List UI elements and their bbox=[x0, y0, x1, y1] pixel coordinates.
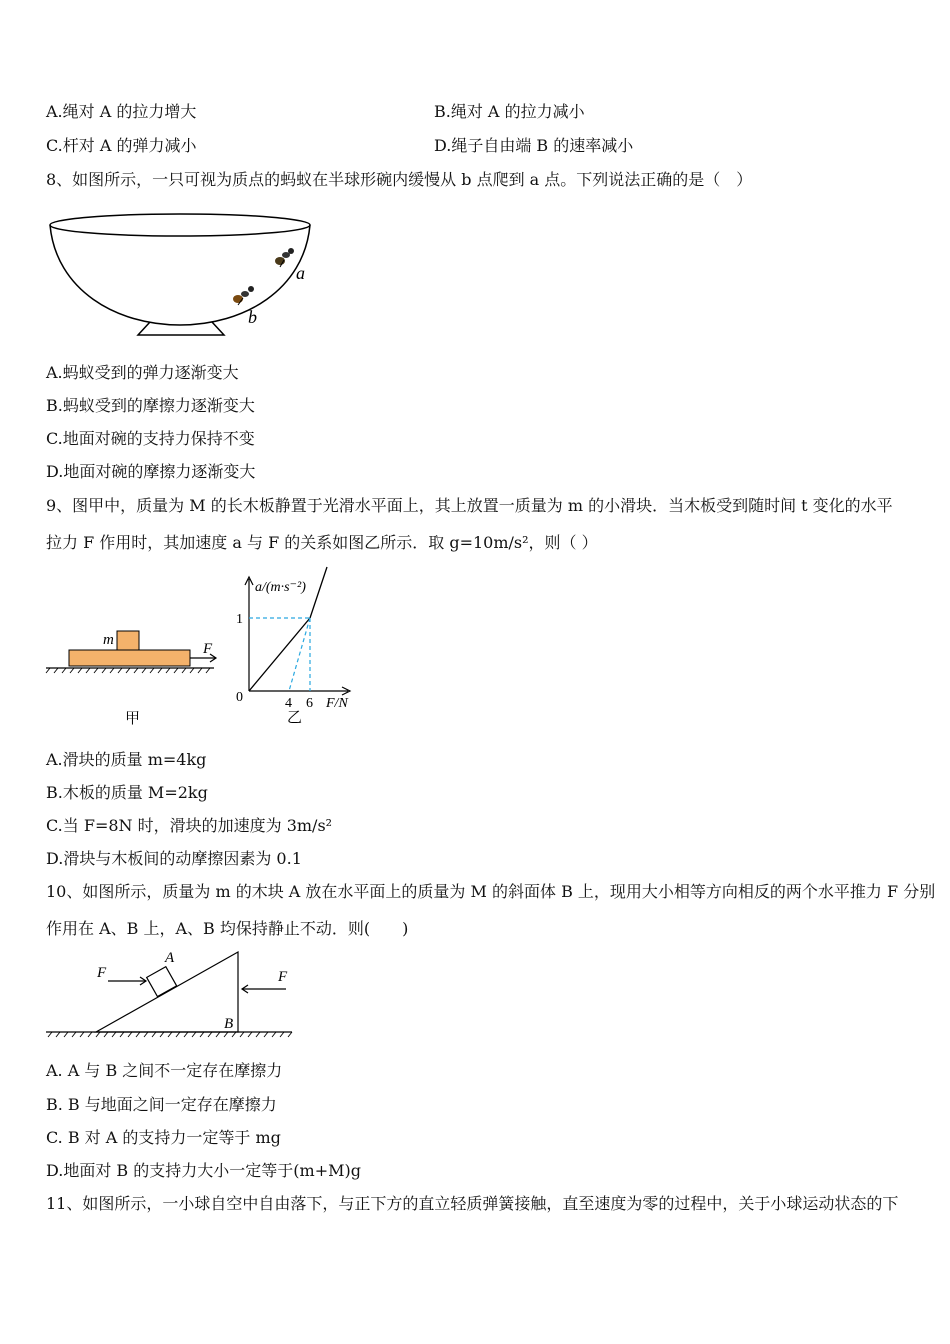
q11-stem-line1: 11、如图所示，一小球自空中自由落下，与正下方的直立轻质弹簧接触，直至速度为零的过程中，关于小球运动状态的下 bbox=[46, 1194, 899, 1213]
q10-option-c: C. B 对 A 的支持力一定等于 mg bbox=[46, 1128, 281, 1147]
x-tick-6: 6 bbox=[306, 696, 313, 711]
caption-yi: 乙 bbox=[287, 708, 303, 726]
ant-icon-a bbox=[275, 248, 294, 267]
q9-stem-line1: 9、图甲中，质量为 M 的长木板静置于光滑水平面上，其上放置一质量为 m 的小滑块．当木板受到随时间 t 变化的水平 bbox=[46, 496, 893, 515]
q7-option-c: C.杆对 A 的弹力减小 bbox=[46, 136, 197, 155]
q9-option-c: C.当 F=8N 时，滑块的加速度为 3m/s² bbox=[46, 816, 333, 835]
q8-stem: 8、如图所示，一只可视为质点的蚂蚁在半球形碗内缓慢从 b 点爬到 a 点。下列说法正确的是（ ） bbox=[46, 170, 753, 189]
x-tick-4: 4 bbox=[285, 696, 292, 711]
label-B: B bbox=[224, 1016, 234, 1032]
x-axis-label: F/N bbox=[326, 696, 348, 711]
q7-option-a: A.绳对 A 的拉力增大 bbox=[46, 102, 197, 121]
q9-stem-line2: 拉力 F 作用时，其加速度 a 与 F 的关系如图乙所示．取 g=10m/s²，则（ ） bbox=[46, 533, 598, 552]
q8-option-b: B.蚂蚁受到的摩擦力逐渐变大 bbox=[46, 396, 255, 415]
q10-stem-line1: 10、如图所示，质量为 m 的木块 A 放在水平面上的质量为 M 的斜面体 B 上，现用大小相等方向相反的两个水平推力 F 分别 bbox=[46, 882, 936, 901]
label-a: a bbox=[296, 263, 305, 283]
label-A: A bbox=[165, 950, 175, 966]
a-F-graph bbox=[230, 565, 360, 730]
label-b: b bbox=[248, 307, 257, 327]
incline-figure bbox=[46, 948, 296, 1043]
q9-option-d: D.滑块与木板间的动摩擦因素为 0.1 bbox=[46, 849, 302, 868]
q10-stem-line2: 作用在 A、B 上，A、B 均保持静止不动．则( ) bbox=[46, 919, 409, 938]
q10-option-a: A. A 与 B 之间不一定存在摩擦力 bbox=[46, 1061, 283, 1080]
label-F: F bbox=[203, 641, 213, 657]
y-tick-1: 1 bbox=[236, 612, 243, 627]
label-m: m bbox=[103, 632, 114, 648]
q10-option-b: B. B 与地面之间一定存在摩擦力 bbox=[46, 1095, 277, 1114]
origin-label: 0 bbox=[236, 690, 243, 705]
label-F-left: F bbox=[97, 965, 107, 981]
q8-option-a: A.蚂蚁受到的弹力逐渐变大 bbox=[46, 363, 239, 382]
board-block-figure bbox=[46, 625, 221, 735]
q8-option-c: C.地面对碗的支持力保持不变 bbox=[46, 429, 255, 448]
label-F-right: F bbox=[278, 969, 288, 985]
bowl-figure bbox=[46, 205, 316, 340]
q9-option-a: A.滑块的质量 m=4kg bbox=[46, 750, 207, 769]
caption-jia: 甲 bbox=[125, 709, 141, 727]
ant-icon-b bbox=[233, 286, 254, 305]
q10-option-d: D.地面对 B 的支持力大小一定等于(m+M)g bbox=[46, 1161, 361, 1180]
q7-option-d: D.绳子自由端 B 的速率减小 bbox=[434, 136, 634, 155]
q8-option-d: D.地面对碗的摩擦力逐渐变大 bbox=[46, 462, 256, 481]
q7-option-b: B.绳对 A 的拉力减小 bbox=[434, 102, 585, 121]
y-axis-label: a/(m·s⁻²) bbox=[255, 580, 306, 595]
q9-option-b: B.木板的质量 M=2kg bbox=[46, 783, 208, 802]
